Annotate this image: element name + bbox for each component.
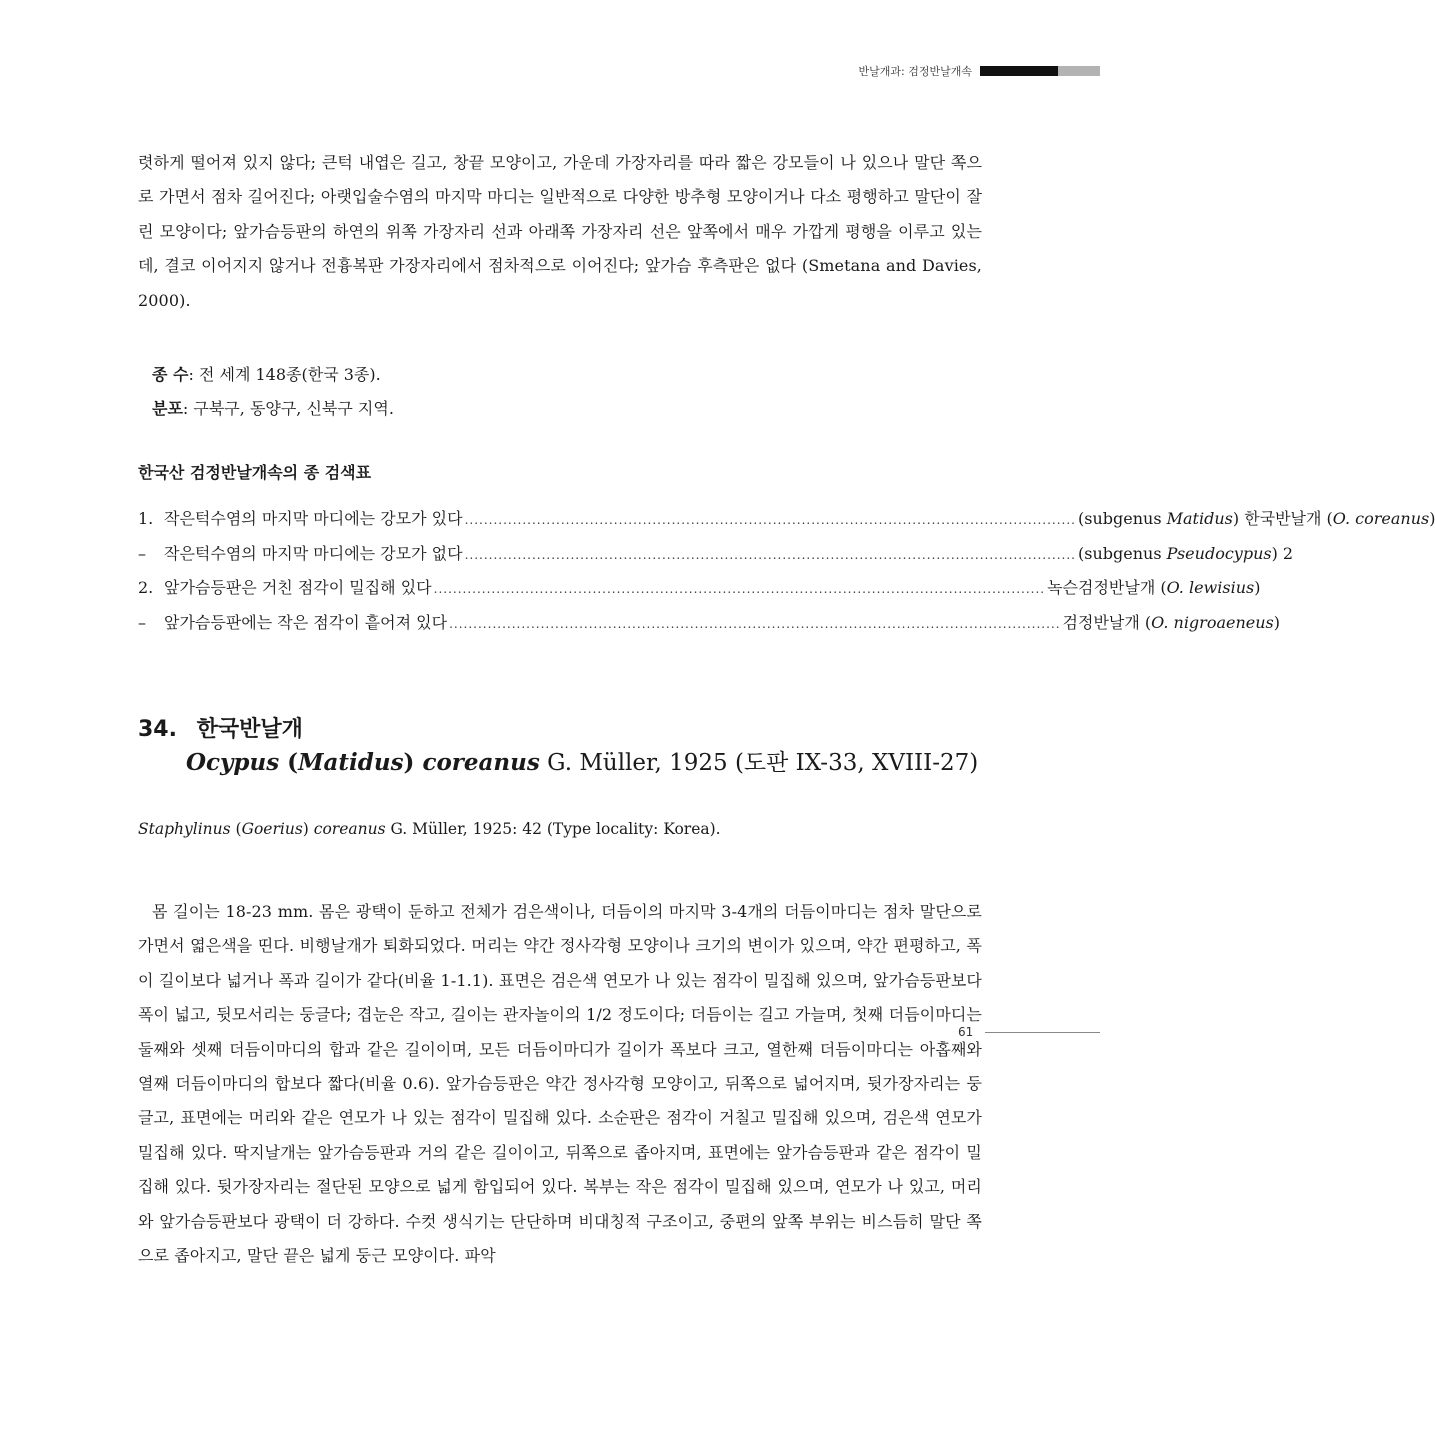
species-plates: (도판 IX-33, XVIII-27)	[727, 750, 979, 776]
species-heading	[138, 712, 303, 743]
key-result-end: )	[1254, 578, 1261, 597]
key-result-subgenus: Matidus	[1166, 509, 1233, 528]
header-bar-light	[1058, 66, 1100, 76]
key-row-character: 앞가슴등판은 거친 점각이 밀집해 있다	[164, 578, 432, 597]
species-genus: Ocypus	[186, 749, 280, 776]
intro-paragraph: 렷하게 떨어져 있지 않다; 큰턱 내엽은 길고, 창끝 모양이고, 가운데 가장자리를 따라 짧은 강모들이 나 있으나 말단 쪽으로 가면서 점차 길어진다; 아랫입술수염의 마지막 마디는 일반적으로 다양한 방추형 모양이거나 다소 평행하고 말단이 잘린 모양이다; 앞가슴등판의 하연의 위쪽 가장자리 선과 아래쪽 가장자리 선은 앞쪽에서 매우 가깝게 평행을 이루고 있는데, 결코 이어지지 않거나 전흉복판 가장자리에서 점차적으로 이어진다; 앞가슴 후측판은 없다 (Smetana and Davies, 2000).	[138, 153, 982, 310]
description-paragraph: 몸 길이는 18-23 mm. 몸은 광택이 둔하고 전체가 검은색이나, 더듬이의 마지막 3-4개의 더듬이마디는 점차 말단으로 가면서 엷은색을 띤다. 비행날개가 퇴화되었다. 머리는 약간 정사각형 모양이나 크기의 변이가 있으며, 약간 편평하고, 폭이 길이보다 넓거나 폭과 길이가 같다(비율 1-1.1). 표면은 검은색 연모가 나 있는 점각이 밀집해 있으며, 앞가슴등판보다 폭이 넓고, 뒷모서리는 둥글다; 겹눈은 작고, 길이는 관자놀이의 1/2 정도이다; 더듬이는 길고 가늘며, 첫째 더듬이마디는 둘째와 셋째 더듬이마디의 합과 같은 길이이며, 모든 더듬이마디가 길이가 폭보다 크고, 열한째 더듬이마디는 아홉째와 열째 더듬이마디의 합보다 짧다(비율 0.6). 앞가슴등판은 약간 정사각형 모양이고, 뒤쪽으로 넓어지며, 뒷가장자리는 둥글고, 표면에는 머리와 같은 연모가 나 있는 점각이 밀집해 있다. 소순판은 점각이 거칠고 밀집해 있으며, 검은색 연모가 밀집해 있다. 딱지날개는 앞가슴등판과 거의 같은 길이이고, 뒤쪽으로 좁아지며, 표면에는 앞가슴등판과 같은 점각이 밀집해 있다. 뒷가장자리는 절단된 모양으로 넓게 함입되어 있다. 복부는 작은 점각이 밀집해 있으며, 연모가 나 있고, 머리와 앞가슴등판보다 광택이 더 강하다. 수컷 생식기는 단단하며 비대칭적 구조이고, 중편의 앞쪽 부위는 비스듬히 말단 쪽으로 좁아지고, 말단 끝은 넓게 둥근 모양이다. 파악	[138, 902, 982, 1266]
species-subgenus: Matidus	[298, 749, 404, 776]
key-result-subgenus: Pseudocypus	[1166, 543, 1272, 563]
species-number: 34.	[138, 717, 177, 742]
species-count-line	[152, 358, 394, 392]
key-row-number: –	[138, 543, 146, 563]
key-row-character: 작은턱수염의 마지막 마디에는 강모가 없다	[164, 543, 463, 563]
key-result-species: O. coreanus	[1332, 509, 1430, 528]
identification-key	[138, 506, 1435, 644]
intro-section	[138, 146, 982, 318]
species-author: G. Müller, 1925	[539, 750, 728, 776]
species-epithet: coreanus	[422, 749, 540, 776]
key-result-name: ) 2	[1271, 543, 1294, 563]
page-footer	[958, 1025, 1100, 1039]
species-korean-name: 한국반날개	[196, 717, 303, 742]
distribution-label: 분포	[152, 399, 183, 418]
key-result-end: )	[1429, 509, 1435, 528]
header-title: 반날개과: 검정반날개속	[858, 65, 972, 78]
genus-info	[152, 358, 394, 426]
key-leader-dots: ...............................................................................................................................	[464, 513, 1076, 527]
footer-rule	[985, 1032, 1100, 1033]
key-result-prefix: (subgenus	[1078, 543, 1167, 563]
key-row-number: 1.	[138, 509, 154, 528]
key-result-name: 검정반날개 (	[1062, 612, 1152, 632]
species-count-label: 종 수	[152, 365, 189, 384]
key-result-prefix: (subgenus	[1078, 509, 1167, 528]
species-count-value: : 전 세계 148종(한국 3종).	[188, 365, 381, 384]
key-row	[138, 610, 1280, 645]
key-row-number: 2.	[138, 578, 154, 597]
species-scientific-name: Ocypus (Matidus) coreanus G. Müller, 1925 (도판 IX-33, XVIII-27)	[186, 749, 979, 776]
key-row	[138, 575, 1261, 610]
key-result-species: O. lewisius	[1166, 578, 1255, 597]
synonym-line: Staphylinus (Goerius) coreanus G. Müller, 1925: 42 (Type locality: Korea).	[138, 820, 721, 838]
header-bar-dark	[980, 66, 1058, 76]
key-result-species: O. nigroaeneus	[1151, 612, 1274, 632]
key-result-name: ) 한국반날개 (	[1232, 509, 1333, 528]
synonym-citation: G. Müller, 1925: 42 (Type locality: Korea).	[385, 820, 721, 838]
key-leader-dots: ...............................................................................................................................	[449, 616, 1061, 631]
key-row-character: 앞가슴등판에는 작은 점각이 흩어져 있다	[164, 612, 448, 632]
key-row-result	[1078, 544, 1293, 563]
key-result-end: )	[1273, 612, 1280, 632]
synonym-genus: Staphylinus	[138, 820, 231, 838]
key-result-name: 녹슨검정반날개 (	[1047, 578, 1167, 597]
running-header	[859, 64, 1100, 78]
key-title: 한국산 검정반날개속의 종 검색표	[138, 463, 372, 482]
distribution-line	[152, 392, 394, 426]
distribution-value: : 구북구, 동양구, 신북구 지역.	[182, 399, 394, 418]
key-row-result	[1063, 610, 1280, 633]
key-row-number: –	[138, 612, 146, 632]
description-section	[138, 895, 982, 1273]
key-leader-dots: ...............................................................................................................................	[433, 582, 1046, 596]
key-row-character: 작은턱수염의 마지막 마디에는 강모가 있다	[164, 509, 463, 528]
synonym-subgenus: Goerius	[241, 820, 303, 838]
key-row-result	[1047, 575, 1260, 598]
key-leader-dots: ...............................................................................................................................	[464, 547, 1076, 562]
key-row	[138, 541, 1294, 576]
synonym-epithet: coreanus	[313, 820, 386, 838]
page-number: 61	[958, 1025, 974, 1039]
key-row	[138, 506, 1435, 541]
key-row-result	[1078, 506, 1435, 529]
